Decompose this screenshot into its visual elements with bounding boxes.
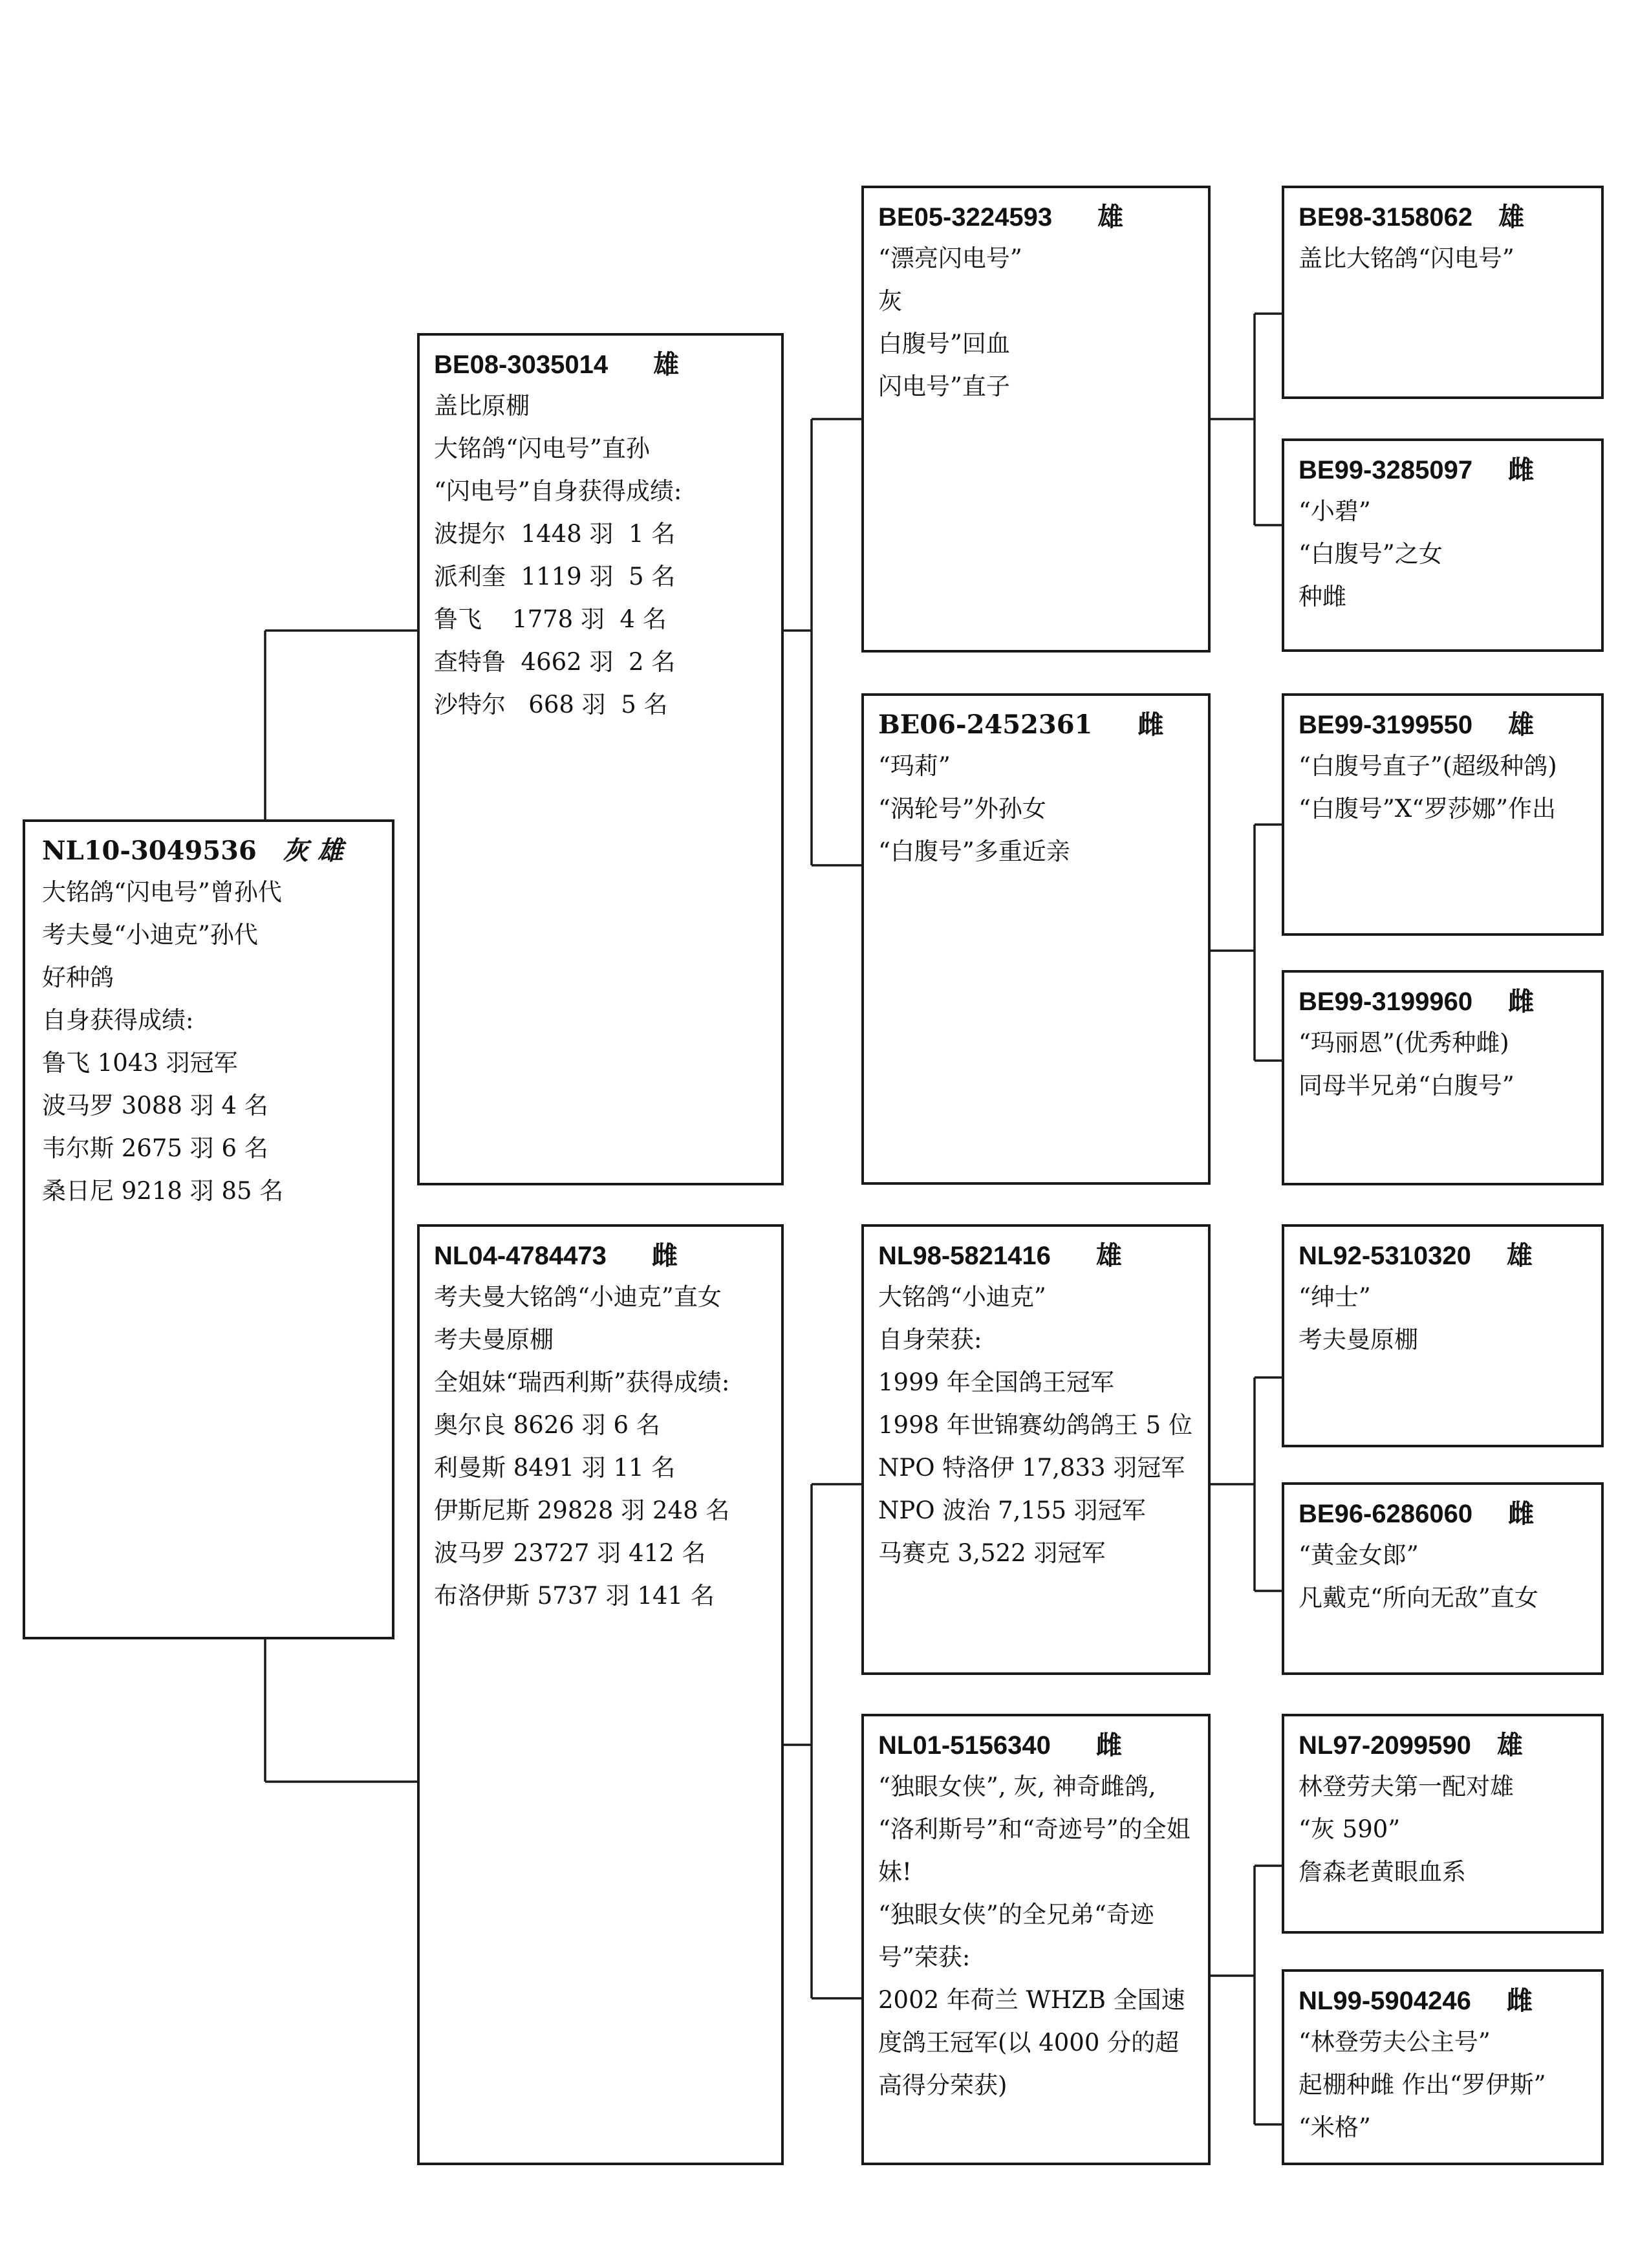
ring-number: NL04-4784473 雌 xyxy=(434,1242,678,1270)
info-line: 考夫曼原棚 xyxy=(434,1326,554,1354)
pigeon-card-sire xyxy=(417,333,784,1185)
info-line: 盖比大铭鸽“闪电号” xyxy=(1299,244,1514,272)
pigeon-card-sss xyxy=(1282,186,1604,399)
info-line: 大铭鸽“小迪克” xyxy=(878,1283,1046,1311)
info-line: 灰 xyxy=(878,287,902,315)
info-line: 韦尔斯 2675 羽 6 名 xyxy=(42,1134,268,1162)
pigeon-card-dds xyxy=(1282,1714,1604,1934)
info-line: 鲁飞 1043 羽冠军 xyxy=(42,1049,238,1077)
info-line: 奥尔良 8626 羽 6 名 xyxy=(434,1411,660,1439)
pigeon-card-root xyxy=(23,819,394,1639)
ring-number: NL97-2099590 雄 xyxy=(1299,1731,1523,1760)
ring-number: NL92-5310320 雄 xyxy=(1299,1242,1533,1270)
info-line: 大铭鸽“闪电号”曾孙代 xyxy=(42,878,282,906)
ring-number: BE06-2452361 雌 xyxy=(878,709,1164,740)
pigeon-card-dss xyxy=(1282,1224,1604,1447)
info-line: NPO 特洛伊 17,833 羽冠军 xyxy=(878,1454,1185,1482)
info-line: 1998 年世锦赛幼鸽鸽王 5 位 xyxy=(878,1411,1192,1439)
info-line: 查特鲁 4662 羽 2 名 xyxy=(434,648,676,676)
ring-number: BE96-6286060 雌 xyxy=(1299,1500,1535,1528)
info-line: “林登劳夫公主号” xyxy=(1299,2028,1491,2056)
info-line: “黄金女郎” xyxy=(1299,1541,1419,1569)
pigeon-card-dsd xyxy=(1282,1482,1604,1675)
pigeon-card-sdd xyxy=(1282,970,1604,1185)
info-line: “白腹号”多重近亲 xyxy=(878,837,1070,865)
info-line: 马赛克 3,522 羽冠军 xyxy=(878,1539,1106,1567)
ring-number: BE05-3224593 雄 xyxy=(878,203,1124,232)
info-line: “独眼女侠”, 灰, 神奇雌鸽, “洛利斯号”和“奇迹号”的全姐妹! xyxy=(878,1773,1191,1886)
pigeon-card-dam-dam xyxy=(861,1714,1211,2165)
info-line: “白腹号”之女 xyxy=(1299,540,1443,568)
info-line: 自身荣获: xyxy=(878,1326,982,1354)
ring-number: BE99-3199960 雌 xyxy=(1299,988,1535,1016)
info-line: 闪电号”直子 xyxy=(878,373,1010,400)
info-line: 考夫曼“小迪克”孙代 xyxy=(42,921,258,949)
info-line: 全姐妹“瑞西利斯”获得成绩: xyxy=(434,1368,730,1396)
info-line: 自身获得成绩: xyxy=(42,1006,194,1034)
info-line: NPO 波治 7,155 羽冠军 xyxy=(878,1496,1146,1524)
info-line: 沙特尔 668 羽 5 名 xyxy=(434,691,668,718)
info-line: “绅士” xyxy=(1299,1283,1371,1311)
ring-number: NL10-3049536 灰 雄 xyxy=(42,836,343,866)
info-line: 布洛伊斯 5737 羽 141 名 xyxy=(434,1582,715,1610)
info-line: “白腹号”X“罗莎娜”作出 xyxy=(1299,795,1557,823)
pigeon-card-ssd xyxy=(1282,438,1604,652)
info-line: 波马罗 23727 羽 412 名 xyxy=(434,1539,706,1567)
info-line: “漂亮闪电号” xyxy=(878,244,1022,272)
ring-number: NL99-5904246 雌 xyxy=(1299,1987,1533,2015)
pigeon-card-sire-dam xyxy=(861,693,1211,1185)
info-line: 林登劳夫第一配对雄 xyxy=(1299,1773,1514,1800)
info-line: 大铭鸽“闪电号”直孙 xyxy=(434,435,650,462)
info-line: 利曼斯 8491 羽 11 名 xyxy=(434,1454,676,1482)
info-line: “闪电号”自身获得成绩: xyxy=(434,477,682,505)
info-line: 鲁飞 1778 羽 4 名 xyxy=(434,605,667,633)
info-line: 盖比原棚 xyxy=(434,392,530,420)
info-line: 同母半兄弟“白腹号” xyxy=(1299,1072,1514,1099)
ring-number: BE99-3285097 雌 xyxy=(1299,456,1535,484)
info-line: “涡轮号”外孙女 xyxy=(878,795,1046,823)
info-line: 1999 年全国鸽王冠军 xyxy=(878,1368,1114,1396)
ring-number: BE08-3035014 雄 xyxy=(434,351,680,379)
info-line: 伊斯尼斯 29828 羽 248 名 xyxy=(434,1496,730,1524)
info-line: “玛莉” xyxy=(878,752,951,780)
info-line: 波马罗 3088 羽 4 名 xyxy=(42,1092,268,1119)
info-line: 白腹号”回血 xyxy=(878,330,1010,358)
ring-number: BE98-3158062 雄 xyxy=(1299,203,1525,232)
info-line: 詹森老黄眼血系 xyxy=(1299,1858,1466,1886)
info-line: “独眼女侠”的全兄弟“奇迹号”荣获: xyxy=(878,1901,1154,1971)
info-line: 起棚种雌 作出“罗伊斯” “米格” xyxy=(1299,2071,1546,2141)
info-line: 考夫曼原棚 xyxy=(1299,1326,1418,1354)
pigeon-card-ddd xyxy=(1282,1969,1604,2165)
pigeon-card-dam-sire xyxy=(861,1224,1211,1675)
info-line: “小碧” xyxy=(1299,497,1371,525)
info-line: “灰 590” xyxy=(1299,1815,1401,1843)
info-line: 种雌 xyxy=(1299,583,1346,610)
pigeon-card-dam xyxy=(417,1224,784,2165)
info-line: 考夫曼大铭鸽“小迪克”直女 xyxy=(434,1283,722,1311)
info-line: 桑日尼 9218 羽 85 名 xyxy=(42,1177,284,1205)
pigeon-card-sds xyxy=(1282,693,1604,936)
info-line: 波提尔 1448 羽 1 名 xyxy=(434,520,676,548)
pigeon-card-sire-sire xyxy=(861,186,1211,653)
ring-number: BE99-3199550 雄 xyxy=(1299,711,1535,739)
ring-number: NL01-5156340 雌 xyxy=(878,1731,1122,1760)
info-line: “玛丽恩”(优秀种雌) xyxy=(1299,1029,1509,1057)
info-line: 2002 年荷兰 WHZB 全国速度鸽王冠军(以 4000 分的超高得分荣获) xyxy=(878,1986,1185,2099)
info-line: 派利奎 1119 羽 5 名 xyxy=(434,563,676,590)
info-line: 好种鸽 xyxy=(42,964,114,991)
info-line: 凡戴克“所向无敌”直女 xyxy=(1299,1584,1538,1612)
ring-number: NL98-5821416 雄 xyxy=(878,1242,1122,1270)
info-line: “白腹号直子”(超级种鸽) xyxy=(1299,752,1557,780)
